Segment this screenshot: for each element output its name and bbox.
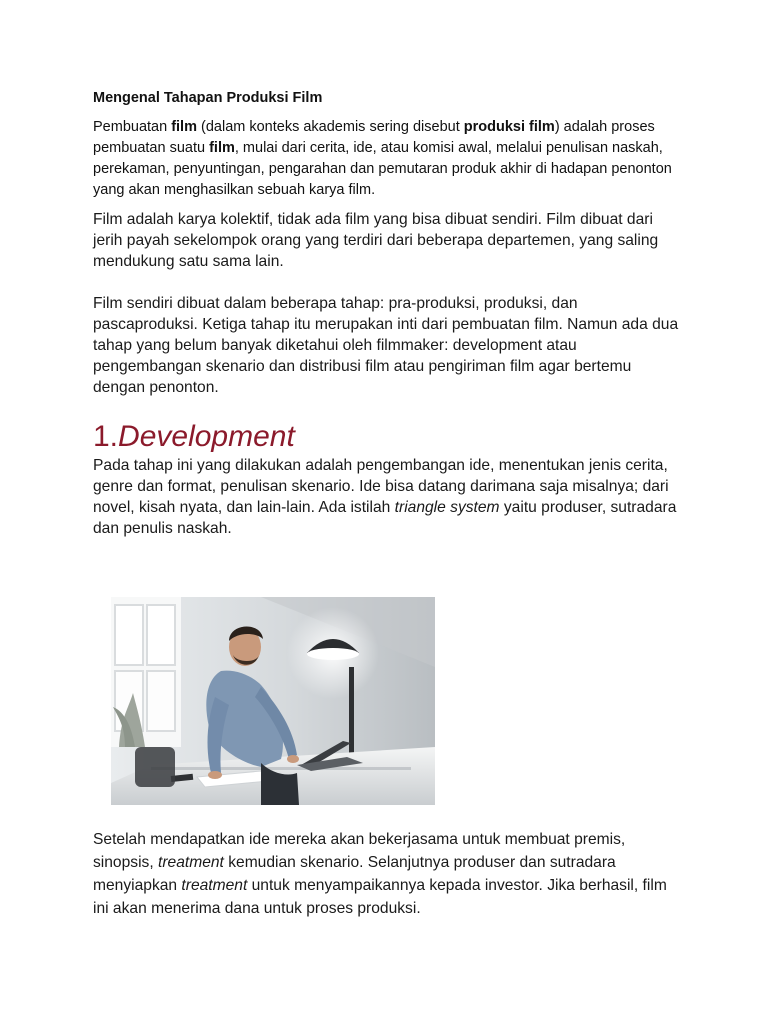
intro-paragraph: [93, 117, 683, 201]
section-italic-triangle-system: triangle system: [394, 499, 500, 516]
office-photo-illustration: [111, 597, 435, 805]
paragraph-collective: Film adalah karya kolektif, tidak ada film yang bisa dibuat sendiri. Film dibuat dari jerih payah sekelompok orang yang terdiri dari beberapa departemen, yang saling mendukung satu sama lain.: [93, 211, 659, 270]
final-paragraph: [93, 828, 683, 920]
document-title: Mengenal Tahapan Produksi Film: [93, 90, 323, 106]
final-text-2: kemudian skenario. Selanjutnya produser dan sutradara menyiapkan: [93, 854, 616, 894]
section-text-1: Pada tahap ini yang dilakukan adalah pengembangan ide, menentukan jenis cerita, genre dan format, penulisan skenario. Ide bisa datang darimana saja misalnya; dari novel, kisah nyata, dan lain-lain. Ada istilah: [93, 457, 669, 516]
paragraph-stages: Film sendiri dibuat dalam beberapa tahap: pra-produksi, produksi, dan pascaproduksi. Ketiga tahap itu merupakan inti dari pembuatan film. Namun ada dua tahap yang belum banyak diketahui oleh filmmaker: development atau pengembangan skenario dan distribusi film atau pengiriman film agar bertemu dengan penonton.: [93, 295, 679, 396]
office-photo: [111, 597, 435, 805]
section-heading-development: [93, 419, 683, 455]
final-text-1: Setelah mendapatkan ide mereka akan bekerjasama untuk membuat premis, sinopsis,: [93, 831, 626, 871]
intro-text-2: (dalam konteks akademis sering disebut: [196, 119, 464, 135]
intro-bold-film-2: film: [209, 140, 235, 156]
intro-text-3: ) adalah proses pembuatan suatu: [93, 119, 655, 156]
final-italic-treatment-2: treatment: [181, 877, 248, 894]
document-content: [93, 88, 683, 539]
intro-text-1: Pembuatan: [93, 119, 172, 135]
section-text-2: yaitu produser, sutradara dan penulis naskah.: [93, 499, 677, 537]
section-heading-text: Development: [118, 420, 295, 453]
final-text-3: untuk menyampaikannya kepada investor. Jika berhasil, film ini akan menerima dana untuk proses produksi.: [93, 877, 667, 917]
intro-bold-produksi-film: produksi film: [463, 119, 555, 135]
section-paragraph-development: [93, 455, 683, 539]
final-italic-treatment-1: treatment: [158, 854, 224, 871]
intro-bold-film-1: film: [171, 119, 197, 135]
intro-text-4: , mulai dari cerita, ide, atau komisi awal, melalui penulisan naskah, perekaman, penyuntingan, pengarahan dan pemutaran produk akhir di hadapan penonton yang akan menghasilkan sebuah karya film.: [93, 140, 672, 198]
section-number: 1.: [93, 420, 119, 453]
